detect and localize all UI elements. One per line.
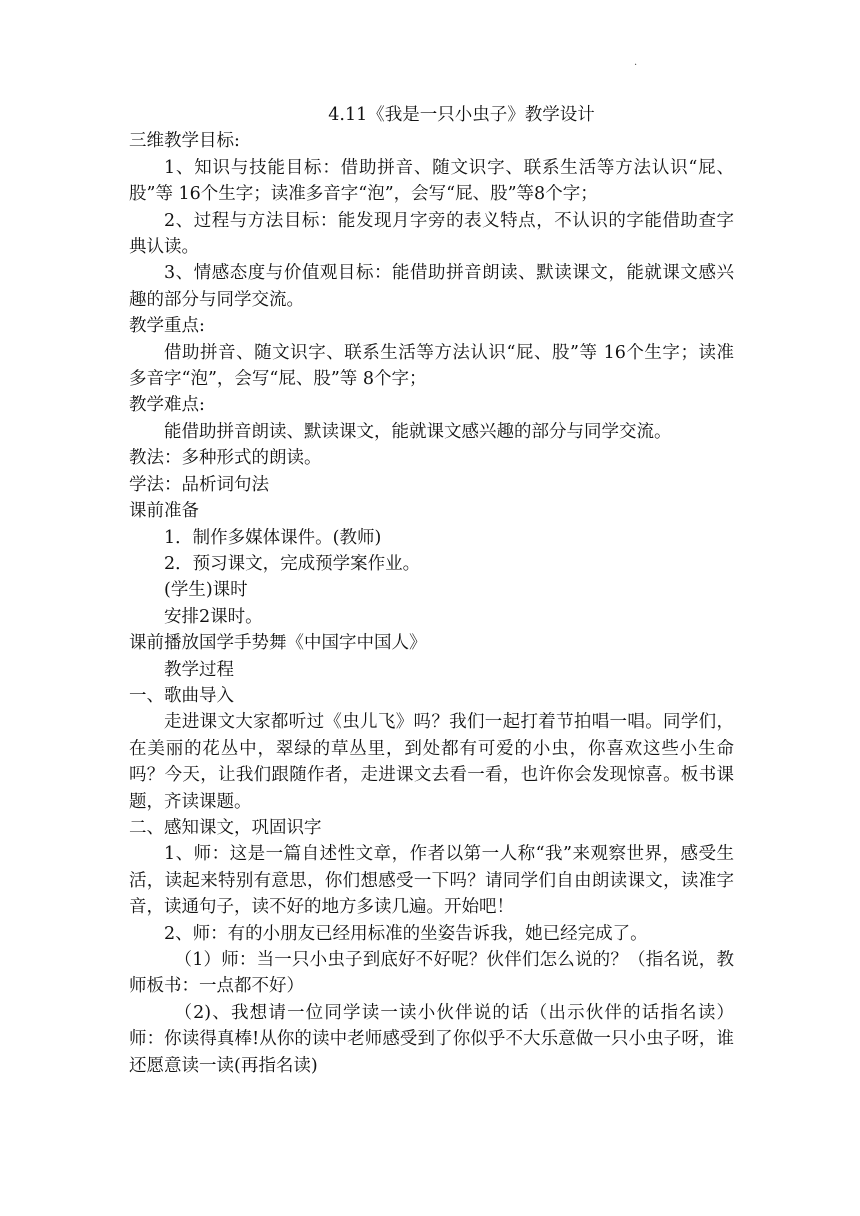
part2-paragraph-3: （1）师：当一只小虫子到底好不好呢？伙伴们怎么说的？（指名说，教师板书：一点都不好） [129,950,734,997]
part2-paragraph-4: （2)、我想请一位同学读一读小伙伴说的话（出示伙伴的话指名读）师：你读得真棒!从你的读中老师感受到了你似乎不大乐意做一只小虫子呀，谁还愿意读一读(再指名读) [129,1002,734,1076]
preparation-item-4: 安排2课时。 [164,606,263,627]
preparation-heading: 课前准备 [129,501,199,522]
preparation-item-1: 1．制作多媒体课件。(教师) [164,527,382,548]
pre-class-activity: 课前播放国学手势舞《中国字中国人》 [129,633,427,654]
preparation-item-3: (学生)课时 [164,580,248,601]
part2-paragraph-2: 2、师：有的小朋友已经用标准的坐姿告诉我，她已经完成了。 [164,923,648,944]
document-body [129,102,734,1079]
goal-knowledge: 1、知识与技能目标：借助拼音、随文识字、联系生活等方法认识“屁、股”等 16个生字；读准多音字“泡”，会写“屁、股”等8个字； [129,157,734,205]
key-points-heading: 教学重点: [129,316,205,337]
difficult-points-heading: 教学难点: [129,395,205,416]
document-title: 4.11《我是一只小虫子》教学设计 [328,105,595,125]
page-mark: · [634,60,638,71]
part2-paragraph-1: 1、师：这是一篇自述性文章，作者以第一人称“我”来观察世界，感受生活，读起来特别有意思，你们想感受一下吗？请同学们自由朗读课文，读准字音，读通句子，读不好的地方多读几遍。开始吧！ [129,844,734,918]
part2-heading: 二、感知课文，巩固识字 [129,817,322,838]
goals-heading: 三维教学目标: [129,131,240,152]
teaching-method: 教法：多种形式的朗读。 [129,448,322,469]
key-points-text: 借助拼音、随文识字、联系生活等方法认识“屁、股”等 16个生字；读准多音字“泡”，会写“屁、股”等 8个字； [129,342,734,390]
goal-process: 2、过程与方法目标：能发现月字旁的表义特点，不认识的字能借助查字典认读。 [129,210,734,258]
difficult-points-text: 能借助拼音朗读、默读课文，能就课文感兴趣的部分与同学交流。 [164,421,672,442]
goal-attitude: 3、情感态度与价值观目标：能借助拼音朗读、默读课文，能就课文感兴趣的部分与同学交流。 [129,263,734,310]
preparation-item-2: 2．预习课文，完成预学案作业。 [164,553,421,574]
learning-method: 学法：品析词句法 [129,474,269,495]
part1-heading: 一、歌曲导入 [129,685,234,706]
part1-text: 走进课文大家都听过《虫儿飞》吗？我们一起打着节拍唱一唱。同学们，在美丽的花丛中，翠绿的草丛里，到处都有可爱的小虫，你喜欢这些小生命吗？今天，让我们跟随作者，走进课文去看一看，也许你会发现惊喜。板书课题，齐读课题。 [129,712,734,812]
process-heading: 教学过程 [164,659,234,680]
